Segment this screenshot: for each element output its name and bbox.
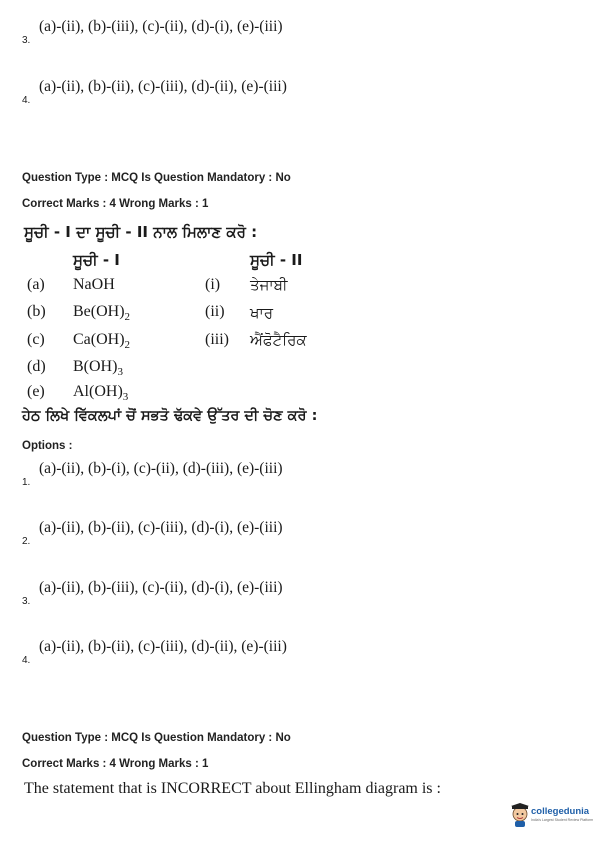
question-type-line: Question Type : MCQ Is Question Mandatory : No xyxy=(22,732,291,744)
row-label: (c) xyxy=(27,331,45,348)
list2-text: ਤੇਜਾਬੀ xyxy=(250,276,288,294)
row-label: (b) xyxy=(27,303,46,320)
option-text: (a)-(ii), (b)-(ii), (c)-(iii), (d)-(i), (e)-(iii) xyxy=(39,519,283,536)
option-number: 4. xyxy=(22,655,31,666)
formula: $Be(OH)_2$ xyxy=(73,303,131,323)
list2-text: ਐਂਫੋਟੈਰਿਕ xyxy=(250,331,307,349)
instruction-text: ਹੇਠ ਲਿਖੇ ਵਿੱਕਲਪਾਂ ਚੋਂ ਸਭਤੋ ਢੱਕਵੇ ਉੱਤਰ ਦੀ ਚੋਣ ਕਰੋ : xyxy=(22,408,318,424)
list1-header: ਸੂਚੀ - I xyxy=(73,251,120,269)
row-label: (d) xyxy=(27,358,46,375)
option-text: (a)-(ii), (b)-(iii), (c)-(ii), (d)-(i), (e)-(iii) xyxy=(39,18,283,35)
formula: NaOH xyxy=(73,276,115,293)
formula: $Al(OH)_3$ xyxy=(73,383,129,403)
row-label: (e) xyxy=(27,383,45,400)
option-number: 1. xyxy=(22,477,31,488)
question-prompt: The statement that is INCORRECT about Ellingham diagram is : xyxy=(24,780,441,797)
formula: $B(OH)_3$ xyxy=(73,358,123,378)
logo-tagline: India's Largest Student Review Platform xyxy=(531,818,594,822)
list2-text: ਖਾਰ xyxy=(250,304,274,322)
question-type-line: Question Type : MCQ Is Question Mandatory : No xyxy=(22,172,291,184)
option-number: 4. xyxy=(22,95,31,106)
student-mascot-icon xyxy=(509,802,531,828)
option-number: 3. xyxy=(22,35,31,46)
options-label: Options : xyxy=(22,440,73,452)
question-prompt: ਸੂਚੀ - I ਦਾ ਸੂਚੀ - II ਨਾਲ ਮਿਲਾਣ ਕਰੋ : xyxy=(24,223,258,241)
row-label: (a) xyxy=(27,276,45,293)
formula: $Ca(OH)_2$ xyxy=(73,331,131,351)
logo-wordmark: collegedunia xyxy=(531,806,590,817)
list2-label: (ii) xyxy=(205,303,225,320)
collegedunia-logo xyxy=(509,800,594,830)
list2-label: (iii) xyxy=(205,331,229,348)
option-number: 2. xyxy=(22,536,31,547)
list2-label: (i) xyxy=(205,276,221,293)
list2-header: ਸੂਚੀ - II xyxy=(250,251,303,269)
option-text: (a)-(ii), (b)-(i), (c)-(ii), (d)-(iii), (e)-(iii) xyxy=(39,460,283,477)
marks-line: Correct Marks : 4 Wrong Marks : 1 xyxy=(22,758,209,770)
option-text: (a)-(ii), (b)-(ii), (c)-(iii), (d)-(ii), (e)-(iii) xyxy=(39,638,287,655)
option-text: (a)-(ii), (b)-(ii), (c)-(iii), (d)-(ii), (e)-(iii) xyxy=(39,78,287,95)
option-text: (a)-(ii), (b)-(iii), (c)-(ii), (d)-(i), (e)-(iii) xyxy=(39,579,283,596)
marks-line: Correct Marks : 4 Wrong Marks : 1 xyxy=(22,198,209,210)
option-number: 3. xyxy=(22,596,31,607)
